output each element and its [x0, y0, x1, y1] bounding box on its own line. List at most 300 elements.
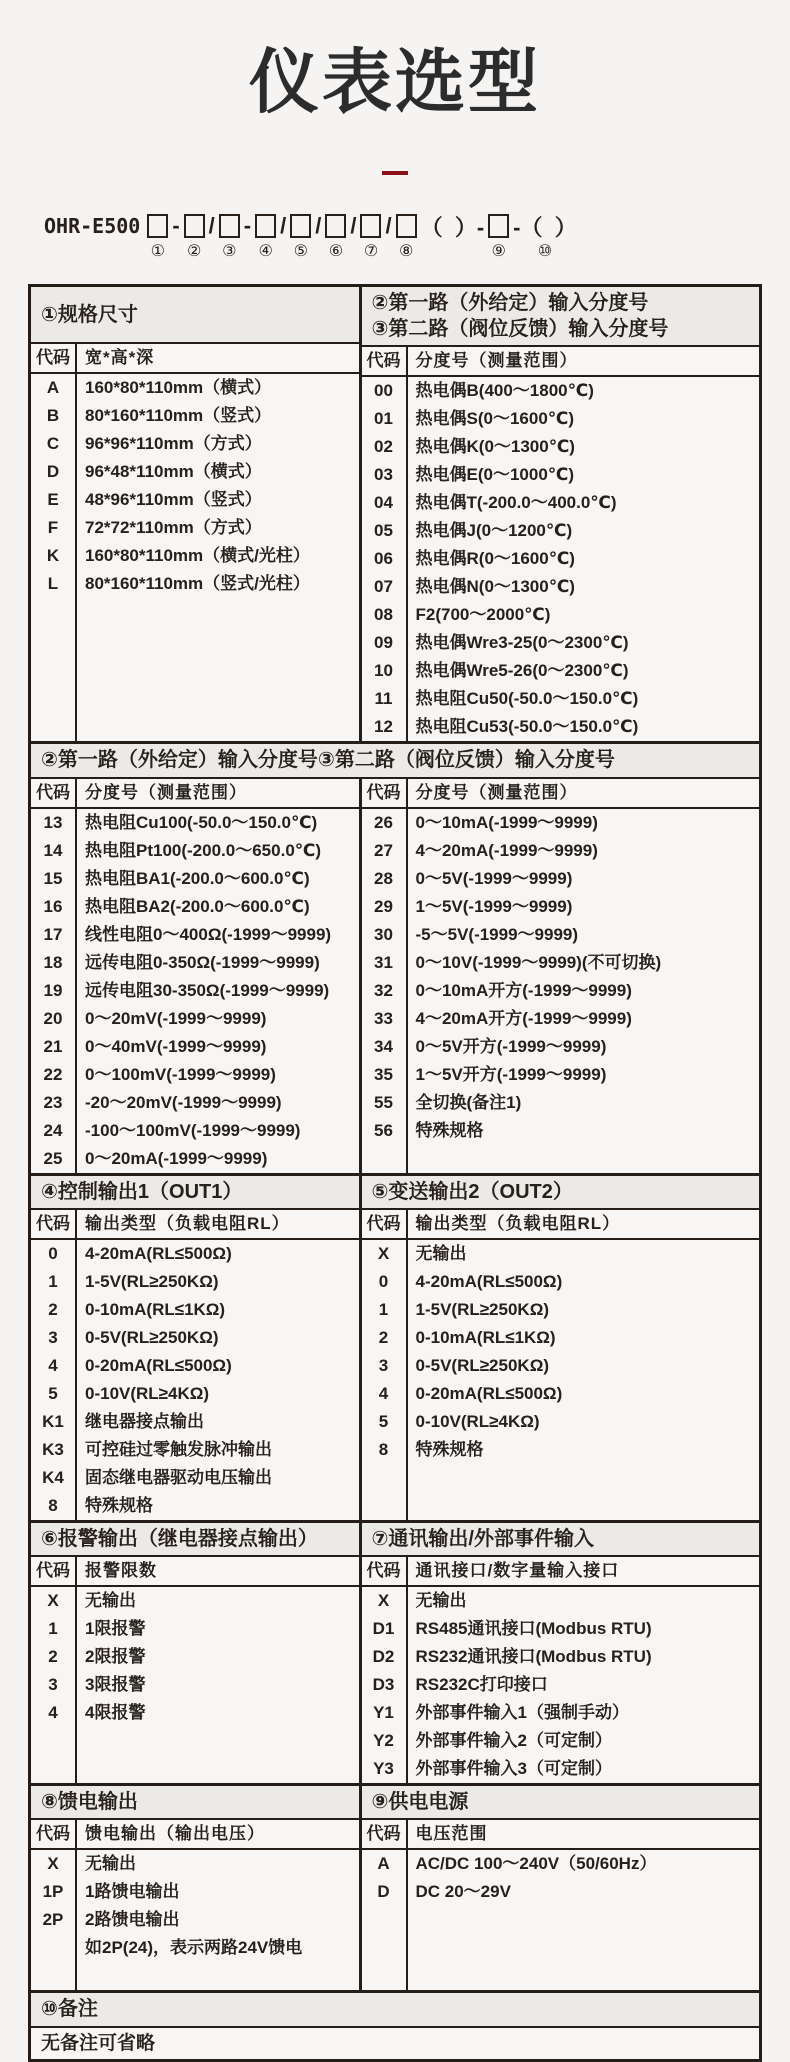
table-row: [31, 542, 359, 570]
table-row: [362, 1005, 760, 1033]
code-cell: D2: [362, 1643, 408, 1671]
value-cell: 输出类型（负载电阻RL）: [85, 1214, 290, 1233]
code-cell: 28: [362, 865, 408, 893]
code-cell: Y2: [362, 1727, 408, 1755]
section-title: [31, 1523, 359, 1557]
code-cell: 1: [362, 1296, 408, 1324]
value-cell: 热电偶S(0～1600℃): [415, 409, 575, 428]
section-banner: ②第一路（外给定）输入分度号③第二路（阀位反馈）输入分度号: [31, 744, 759, 779]
code-cell: X: [362, 1240, 408, 1268]
value-cell: 4～20mA开方(-1999～9999): [415, 1009, 632, 1028]
value-cell: 4-20mA(RL≤500Ω): [85, 1244, 232, 1263]
model-box: [488, 211, 509, 262]
section-title-line: ⑦通讯输出/外部事件输入: [371, 1528, 594, 1550]
table-row: [362, 1587, 760, 1615]
code-cell: 5: [362, 1408, 408, 1436]
header-row: [31, 1557, 359, 1587]
code-cell: 4: [31, 1699, 77, 1727]
table-row: [362, 1671, 760, 1699]
code-cell: 3: [362, 1352, 408, 1380]
value-cell: 特殊规格: [415, 1121, 484, 1140]
section-half-right: [362, 1786, 760, 1990]
code-cell: Y3: [362, 1755, 408, 1783]
table-row: [362, 865, 760, 893]
value-cell: [77, 1962, 359, 1990]
code-cell: 21: [31, 1033, 77, 1061]
table-row: [362, 1878, 760, 1906]
section-half-left: [31, 1176, 362, 1520]
table-row: [31, 1934, 359, 1962]
table-row: [31, 921, 359, 949]
model-separator: [350, 211, 356, 262]
value-cell: 热电偶E(0～1000℃): [415, 465, 575, 484]
table-row: [31, 458, 359, 486]
box-outline-icon: [325, 214, 346, 238]
section-title: [362, 1176, 760, 1210]
table-row: [362, 809, 760, 837]
model-box: [184, 211, 205, 262]
value-cell: 0-10V(RL≥4KΩ): [415, 1412, 540, 1431]
code-cell: 1: [31, 1615, 77, 1643]
code-cell: 22: [31, 1061, 77, 1089]
value-cell: 0-5V(RL≥250KΩ): [415, 1356, 549, 1375]
code-cell: 34: [362, 1033, 408, 1061]
section-body: [31, 1557, 359, 1783]
value-cell: 3限报警: [85, 1675, 146, 1694]
value-cell: 96*96*110mm（方式）: [85, 434, 262, 453]
value-cell: 热电偶B(400～1800℃): [415, 381, 594, 400]
note-row: 无备注可省略: [41, 2033, 156, 2054]
table-row: [362, 1727, 760, 1755]
code-cell: K3: [31, 1436, 77, 1464]
code-cell: 19: [31, 977, 77, 1005]
value-cell: 热电偶N(0～1300℃): [415, 577, 575, 596]
value-cell: 热电阻Pt100(-200.0～650.0℃): [85, 841, 322, 860]
table-row: [31, 1464, 359, 1492]
value-cell: 80*160*110mm（竖式/光柱）: [85, 574, 310, 593]
table-row: [31, 809, 359, 837]
table-row: [31, 1436, 359, 1464]
table-row: [31, 1671, 359, 1699]
table-row: [362, 1061, 760, 1089]
table-row: [31, 893, 359, 921]
value-cell: 热电偶T(-200.0～400.0℃): [415, 493, 617, 512]
value-cell: RS485通讯接口(Modbus RTU): [415, 1619, 652, 1638]
table-row: [362, 377, 760, 405]
box-outline-icon: [360, 214, 381, 238]
section-pair: [31, 779, 759, 1173]
code-cell: 12: [362, 713, 408, 741]
value-cell: 0～10mA(-1999～9999): [415, 813, 598, 832]
code-cell: 2: [362, 1324, 408, 1352]
table-row: [362, 1240, 760, 1268]
value-cell: 0～5V开方(-1999～9999): [415, 1037, 607, 1056]
table-row: [362, 545, 760, 573]
table-row: [31, 1906, 359, 1934]
code-cell: D1: [362, 1615, 408, 1643]
value-cell: 无输出: [415, 1244, 467, 1263]
model-separator: [385, 211, 391, 262]
model-separator: [244, 211, 251, 262]
code-cell: X: [31, 1587, 77, 1615]
value-cell: 1～5V(-1999～9999): [415, 897, 573, 916]
code-cell: 30: [362, 921, 408, 949]
table-row: [31, 1615, 359, 1643]
value-cell: 0～100mV(-1999～9999): [85, 1065, 276, 1084]
code-cell: 1P: [31, 1878, 77, 1906]
value-cell: 0-5V(RL≥250KΩ): [85, 1328, 219, 1347]
table-row: [362, 1643, 760, 1671]
table-row: [31, 1005, 359, 1033]
section-half-left: [31, 287, 362, 741]
value-cell: 1-5V(RL≥250KΩ): [85, 1272, 219, 1291]
value-cell: 160*80*110mm（横式）: [85, 378, 272, 397]
section-title: [362, 287, 760, 347]
table-row: [31, 570, 359, 598]
value-cell: 0～10V(-1999～9999)(不可切换): [415, 953, 662, 972]
table-row: [362, 1615, 760, 1643]
value-cell: 输出类型（负载电阻RL）: [415, 1214, 621, 1233]
section-pair: [31, 1176, 759, 1520]
header-row: [362, 1210, 760, 1240]
value-cell: 0～20mV(-1999～9999): [85, 1009, 267, 1028]
table-row: [362, 1352, 760, 1380]
section-body: [31, 779, 359, 1173]
code-cell: X: [31, 1850, 77, 1878]
value-cell: 特殊规格: [85, 1496, 153, 1515]
code-cell: [31, 1934, 77, 1962]
section-banner: ⑩备注: [31, 1993, 759, 2028]
value-cell: 1～5V开方(-1999～9999): [415, 1065, 607, 1084]
section-title: [31, 287, 359, 344]
value-cell: [77, 1727, 359, 1783]
table-row: [31, 1380, 359, 1408]
value-cell: 宽*高*深: [85, 348, 155, 367]
table-row: [31, 949, 359, 977]
code-cell: K1: [31, 1408, 77, 1436]
value-cell: 2限报警: [85, 1647, 146, 1666]
table-row: [31, 1587, 359, 1615]
code-cell: 35: [362, 1061, 408, 1089]
position-number: ⑦: [363, 243, 379, 260]
value-cell: 1-5V(RL≥250KΩ): [415, 1300, 549, 1319]
value-cell: 远传电阻30-350Ω(-1999～9999): [85, 981, 330, 1000]
code-cell: 56: [362, 1117, 408, 1145]
position-number: ⑧: [398, 243, 414, 260]
section-title-line: ④控制输出1（OUT1）: [41, 1181, 243, 1203]
table-row: [362, 1089, 760, 1117]
model-code-line: [44, 211, 790, 262]
value-cell: 热电阻BA2(-200.0～600.0℃): [85, 897, 310, 916]
table-row: [362, 1117, 760, 1145]
value-cell: 热电偶Wre3-25(0～2300℃): [415, 633, 629, 652]
model-box-symbol: [147, 211, 168, 241]
section-2: [31, 744, 759, 1176]
value-cell: 分度号（测量范围）: [415, 783, 578, 802]
table-row: [362, 1380, 760, 1408]
box-outline-icon: [219, 214, 240, 238]
section-title-line: ②第一路（外给定）输入分度号: [371, 292, 649, 314]
section-title-line: ⑥报警输出（继电器接点输出）: [41, 1528, 318, 1550]
code-cell: 代码: [31, 1820, 77, 1848]
table-row: [362, 1033, 760, 1061]
section-pair: [31, 1786, 759, 1990]
section-body: [362, 1210, 760, 1520]
code-cell: [31, 1727, 77, 1783]
header-row: [31, 779, 359, 809]
table-row: [31, 1643, 359, 1671]
table-row: [362, 573, 760, 601]
model-separator-symbol: /: [315, 213, 322, 238]
table-row: [362, 837, 760, 865]
value-cell: 分度号（测量范围）: [415, 351, 578, 370]
code-cell: 16: [31, 893, 77, 921]
table-row: [362, 433, 760, 461]
section-1: [31, 287, 759, 744]
value-cell: 外部事件输入1（强制手动）: [415, 1703, 629, 1722]
value-cell: 固态继电器驱动电压输出: [85, 1468, 272, 1487]
code-cell: 代码: [362, 1820, 408, 1848]
table-row: [362, 601, 760, 629]
section-title-line: ③第二路（阀位反馈）输入分度号: [371, 318, 669, 340]
value-cell: 0～40mV(-1999～9999): [85, 1037, 267, 1056]
model-box-symbol: [488, 211, 509, 241]
value-cell: 通讯接口/数字量输入接口: [415, 1561, 620, 1580]
table-row: [31, 1699, 359, 1727]
filler-row: [31, 1962, 359, 1990]
code-cell: D3: [362, 1671, 408, 1699]
table-row: [362, 629, 760, 657]
code-cell: 33: [362, 1005, 408, 1033]
table-row: [362, 1296, 760, 1324]
page-title: 仪表选型: [249, 41, 541, 123]
value-cell: 报警限数: [85, 1561, 157, 1580]
code-cell: 20: [31, 1005, 77, 1033]
value-cell: 48*96*110mm（竖式）: [85, 490, 262, 509]
value-cell: 热电偶J(0～1200℃): [415, 521, 573, 540]
position-number: ⑥: [328, 243, 344, 260]
section-body: [31, 344, 359, 741]
code-cell: 代码: [31, 1210, 77, 1238]
value-cell: 继电器接点输出: [85, 1412, 204, 1431]
code-cell: 14: [31, 837, 77, 865]
value-cell: 热电阻Cu50(-50.0～150.0℃): [415, 689, 639, 708]
code-cell: 4: [31, 1352, 77, 1380]
model-box: [396, 211, 417, 262]
header-row: [31, 1820, 359, 1850]
table-row: [31, 1408, 359, 1436]
table-row: [31, 486, 359, 514]
code-cell: 04: [362, 489, 408, 517]
value-cell: 4-20mA(RL≤500Ω): [415, 1272, 563, 1291]
table-row: [362, 657, 760, 685]
value-cell: 热电偶Wre5-26(0～2300℃): [415, 661, 629, 680]
model-box: [255, 211, 276, 262]
value-cell: 1限报警: [85, 1619, 146, 1638]
model-separator-symbol: -（ ）: [513, 214, 577, 240]
section-half-left: [31, 1786, 362, 1990]
code-cell: 8: [362, 1436, 408, 1464]
value-cell: 热电阻Cu100(-50.0～150.0℃): [85, 813, 318, 832]
filler-row: [362, 1464, 760, 1520]
table-row: [362, 1436, 760, 1464]
code-cell: 06: [362, 545, 408, 573]
value-cell: 可控硅过零触发脉冲输出: [85, 1440, 272, 1459]
section-title: [362, 1523, 760, 1557]
model-box-symbol: [325, 211, 346, 241]
code-cell: 13: [31, 809, 77, 837]
model-box-symbol: [219, 211, 240, 241]
value-cell: 1路馈电输出: [85, 1882, 180, 1901]
position-number: ⑤: [293, 243, 308, 260]
value-cell: 全切换(备注1): [415, 1093, 522, 1112]
code-cell: 25: [31, 1145, 77, 1173]
model-separator-symbol: /: [208, 213, 215, 238]
code-cell: 2: [31, 1296, 77, 1324]
header-row: [362, 347, 760, 377]
code-cell: [362, 1906, 408, 1990]
code-cell: 1: [31, 1268, 77, 1296]
box-outline-icon: [184, 214, 205, 238]
table-row: [362, 977, 760, 1005]
value-cell: [77, 598, 359, 741]
value-cell: 热电偶K(0～1300℃): [415, 437, 575, 456]
model-separator-symbol: -: [243, 213, 252, 238]
code-cell: 29: [362, 893, 408, 921]
table-row: [31, 514, 359, 542]
value-cell: RS232C打印接口: [415, 1675, 548, 1694]
value-cell: 0～20mA(-1999～9999): [85, 1149, 268, 1168]
model-separator-symbol: /: [280, 213, 287, 238]
section-title: [31, 1176, 359, 1210]
position-number: ②: [186, 243, 202, 260]
code-cell: 11: [362, 685, 408, 713]
code-cell: [362, 1145, 408, 1173]
table-row: [31, 977, 359, 1005]
code-cell: 0: [31, 1240, 77, 1268]
section-half-right: [362, 1176, 760, 1520]
header-row: [31, 344, 359, 374]
value-cell: 80*160*110mm（竖式）: [85, 406, 272, 425]
table-row: [31, 430, 359, 458]
code-cell: 2: [31, 1643, 77, 1671]
value-cell: [408, 1145, 760, 1173]
value-cell: 如2P(24)，表示两路24V馈电: [85, 1938, 303, 1957]
section-pair: [31, 287, 759, 741]
code-cell: 24: [31, 1117, 77, 1145]
code-cell: K: [31, 542, 77, 570]
section-body: [362, 1557, 760, 1783]
position-number: ④: [258, 243, 273, 260]
filler-row: [31, 598, 359, 741]
value-cell: 线性电阻0～400Ω(-1999～9999): [85, 925, 332, 944]
value-cell: [408, 1464, 760, 1520]
value-cell: 远传电阻0-350Ω(-1999～9999): [85, 953, 320, 972]
selection-table: [28, 284, 762, 2062]
value-cell: DC 20～29V: [415, 1882, 511, 1901]
table-row: [31, 1352, 359, 1380]
model-box-symbol: [184, 211, 205, 241]
table-row: [31, 1089, 359, 1117]
section-4: [31, 1523, 759, 1786]
filler-row: [362, 1906, 760, 1990]
value-cell: 2路馈电输出: [85, 1910, 180, 1929]
model-separator: [421, 211, 485, 262]
table-row: [31, 865, 359, 893]
value-cell: RS232通讯接口(Modbus RTU): [415, 1647, 652, 1666]
value-cell: 0～10mA开方(-1999～9999): [415, 981, 632, 1000]
value-cell: 160*80*110mm（横式/光柱）: [85, 546, 310, 565]
table-row: [362, 921, 760, 949]
code-cell: 5: [31, 1380, 77, 1408]
value-cell: 4～20mA(-1999～9999): [415, 841, 598, 860]
table-row: [362, 461, 760, 489]
code-cell: Y1: [362, 1699, 408, 1727]
table-row: [362, 517, 760, 545]
table-row: [31, 402, 359, 430]
section-body: [31, 1210, 359, 1520]
value-cell: 电压范围: [415, 1824, 488, 1843]
code-cell: 15: [31, 865, 77, 893]
table-row: [31, 1117, 359, 1145]
model-separator-symbol: /: [350, 213, 357, 238]
filler-row: [31, 1727, 359, 1783]
model-separator: [280, 211, 286, 262]
section-half-left: [31, 779, 362, 1173]
code-cell: 2P: [31, 1906, 77, 1934]
table-row: [362, 713, 760, 741]
table-row: [31, 1878, 359, 1906]
table-row: [31, 1268, 359, 1296]
value-cell: 4限报警: [85, 1703, 146, 1722]
model-box-symbol: [255, 211, 276, 241]
section-title-line: ⑤变送输出2（OUT2）: [371, 1181, 573, 1203]
table-row: [31, 1296, 359, 1324]
model-separator: [513, 211, 577, 262]
value-cell: 热电偶R(0～1600℃): [415, 549, 575, 568]
code-cell: 8: [31, 1492, 77, 1520]
section-title: [31, 1786, 359, 1820]
code-cell: C: [31, 430, 77, 458]
model-separator: [172, 211, 179, 262]
code-cell: 代码: [31, 344, 77, 372]
code-cell: B: [31, 402, 77, 430]
value-cell: 0-10mA(RL≤1KΩ): [415, 1328, 556, 1347]
value-cell: 0-10mA(RL≤1KΩ): [85, 1300, 226, 1319]
code-cell: D: [362, 1878, 408, 1906]
code-cell: 代码: [362, 1557, 408, 1585]
code-cell: X: [362, 1587, 408, 1615]
value-cell: 特殊规格: [415, 1440, 484, 1459]
code-cell: 08: [362, 601, 408, 629]
table-row: [31, 1850, 359, 1878]
position-number: ①: [150, 243, 165, 260]
value-cell: F2(700～2000℃): [415, 605, 551, 624]
section-body: [362, 347, 760, 741]
value-cell: 馈电输出（输出电压）: [85, 1824, 265, 1843]
code-cell: 代码: [362, 779, 408, 807]
code-cell: 05: [362, 517, 408, 545]
code-cell: 01: [362, 405, 408, 433]
model-separator-symbol: /: [385, 213, 392, 238]
model-separator-symbol: （ ）-: [420, 214, 485, 240]
code-cell: 代码: [31, 1557, 77, 1585]
section-body: [362, 779, 760, 1173]
table-row: [362, 949, 760, 977]
code-cell: [31, 598, 77, 741]
code-cell: 17: [31, 921, 77, 949]
table-row: [362, 893, 760, 921]
